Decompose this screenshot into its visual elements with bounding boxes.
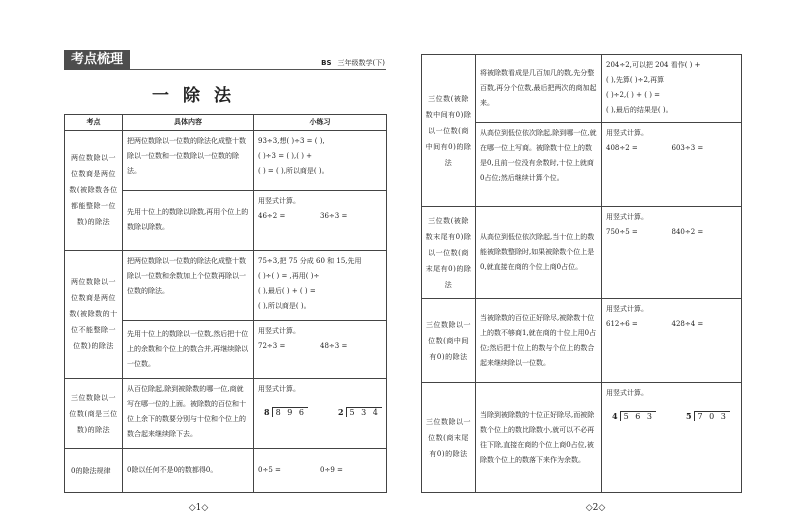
practice-head: 用竖式计算。 — [606, 213, 648, 221]
practice-line: ( ),先算( )÷2,再算 — [606, 76, 665, 84]
calc-row — [258, 339, 382, 354]
calc-item: 428÷4 = — [671, 320, 704, 328]
practice-head: 用竖式计算。 — [258, 384, 300, 393]
calc-item: 0÷9 = — [320, 466, 343, 475]
header-content: 具体内容 — [123, 115, 254, 131]
content-cell: 把两位数除以一位数的除法化成整十数除以一位数和一位数除以一位数的除法。 — [123, 130, 254, 190]
calc-item: 408÷2 = — [606, 144, 638, 152]
content-cell: 从高位到低位依次除起,当十位上的数能被除数整除时,如果被除数个位上是0,就直接在商的个位上商0占位。 — [476, 207, 602, 299]
practice-line: ( ),所以商是( )。 — [258, 302, 311, 310]
long-division — [612, 409, 656, 424]
header-topic: 考点 — [65, 115, 123, 131]
series-label — [321, 58, 385, 68]
practice-cell — [602, 207, 742, 299]
practice-line: 204÷2,可以把 204 看作( ) + — [606, 61, 701, 69]
practice-cell — [254, 190, 387, 250]
calc-row — [258, 463, 382, 478]
calc-row — [606, 317, 737, 332]
content-cell: 当除到被除数的十位正好除尽,而被除数个位上的数比除数小,就可以不必再往下除,直接在商的个位上商0占位,被除数个位上的数落下来作为余数。 — [476, 383, 602, 493]
calc-item: 36÷3 = — [320, 211, 348, 220]
practice-line: 93÷3,想( )÷3 = ( ), — [258, 136, 325, 145]
divisor: 4 — [612, 411, 620, 421]
series-code: BS — [321, 59, 332, 67]
practice-cell — [602, 55, 742, 123]
table-row — [422, 207, 742, 299]
content-cell: 把两位数除以一位数的除法化成整十数除以一位数和余数加上个位数再除以一位数的除法。 — [123, 251, 254, 321]
practice-line: ( ) = ( ),所以商是( )。 — [258, 166, 329, 175]
table-header-row — [65, 115, 387, 131]
topic-cell: 三位数除以一位数(商是三位数)的除法 — [65, 378, 123, 449]
calc-item: 46÷2 = — [258, 211, 286, 220]
series-name: 三年级数学(下) — [337, 59, 385, 67]
content-cell: 当被除数的百位正好除尽,被除数十位上的数不够商1,就在商的十位上用0占位;然后把十位上的数与个位上的数合起来继续除以一位数。 — [476, 299, 602, 383]
practice-line: ( ),最后的结果是( )。 — [606, 106, 673, 114]
page-number: ◇1◇ — [188, 503, 209, 513]
topic-cell: 三位数(被除数末尾有0)除以一位数(商末尾有0)的除法 — [422, 207, 476, 299]
topic-cell: 两位数除以一位数商是两位数(被除数各位都能整除一位数)的除法 — [65, 130, 123, 250]
practice-head: 用竖式计算。 — [258, 326, 300, 335]
table-row — [65, 378, 387, 449]
calc-item: 750÷5 = — [606, 228, 638, 236]
calc-item: 48÷3 = — [320, 341, 348, 350]
practice-line: ( )÷( ) = ,再用( )÷ — [258, 272, 320, 280]
practice-cell — [254, 449, 387, 493]
table-row — [422, 55, 742, 123]
table-row — [65, 130, 387, 190]
long-division — [338, 405, 382, 420]
calc-item: 0÷5 = — [258, 466, 281, 475]
practice-head: 用竖式计算。 — [606, 389, 648, 397]
calc-item: 603÷3 = — [671, 144, 704, 152]
knowledge-table-2 — [421, 54, 742, 493]
dividend: 8 9 6 — [272, 407, 308, 417]
long-division — [686, 409, 730, 424]
calc-item: 840÷2 = — [671, 228, 704, 236]
practice-cell — [254, 320, 387, 378]
topic-cell: 两位数除以一位数商是两位数(被除数的十位不能整除一位数)的除法 — [65, 251, 123, 379]
dividend: 5 6 3 — [620, 411, 656, 421]
practice-cell — [254, 251, 387, 321]
page-title: 一除法 — [152, 86, 245, 106]
practice-cell — [254, 378, 387, 449]
practice-line: ( )÷2,( ) + ( ) = — [606, 91, 661, 99]
content-cell: 先用十位上的数除以一位数,然后把十位上的余数和个位上的数合并,再继续除以一位数。 — [123, 320, 254, 378]
table-row — [422, 383, 742, 493]
content-cell: 从百位除起,除到被除数的哪一位,商就写在哪一位的上面。被除数的百位和十位上余下的数要分别与十位和个位上的数合起来继续除下去。 — [123, 378, 254, 449]
calc-row — [606, 141, 737, 156]
content-cell: 将被除数看成是几百加几的数,先分整百数,再分个位数,最后把两次的商加起来。 — [476, 55, 602, 123]
calc-row — [258, 209, 382, 224]
knowledge-table-1 — [64, 114, 387, 493]
division-row — [258, 397, 382, 420]
practice-cell — [602, 123, 742, 207]
content-cell: 0除以任何不是0的数都得0。 — [123, 449, 254, 493]
header-practice: 小练习 — [254, 115, 387, 131]
practice-cell — [254, 130, 387, 190]
topic-cell: 0的除法规律 — [65, 449, 123, 493]
practice-cell — [602, 299, 742, 383]
topic-cell: 三位数(被除数中间有0)除以一位数(商中间有0)的除法 — [422, 55, 476, 207]
divisor: 8 — [264, 406, 272, 417]
practice-head: 用竖式计算。 — [258, 196, 300, 205]
table-row — [65, 449, 387, 493]
tag-underline — [130, 69, 386, 70]
long-division — [264, 405, 308, 420]
page-number: ◇2◇ — [585, 503, 606, 513]
practice-cell — [602, 383, 742, 493]
practice-head: 用竖式计算。 — [606, 129, 648, 137]
divisor: 5 — [685, 411, 694, 421]
content-cell: 先用十位上的数除以除数,再用个位上的数除以除数。 — [123, 190, 254, 250]
calc-item: 72÷3 = — [258, 341, 286, 350]
dividend: 7 0 3 — [694, 411, 730, 421]
content-cell: 从高位到低位依次除起,除到哪一位,就在哪一位上写商。被除数十位上的数是0,且前一位没有余数时,十位上就商0占位;然后继续计算个位。 — [476, 123, 602, 207]
division-row — [606, 401, 737, 424]
calc-item: 612÷6 = — [606, 320, 638, 328]
divisor: 2 — [337, 406, 346, 417]
practice-line: ( ),最后( ) + ( ) = — [258, 287, 316, 295]
table-row — [65, 251, 387, 321]
calc-row — [606, 225, 737, 240]
topic-cell: 三位数除以一位数(商末尾有0)的除法 — [422, 383, 476, 493]
topic-cell: 三位数除以一位数(商中间有0)的除法 — [422, 299, 476, 383]
practice-line: 75÷3,把 75 分成 60 和 15,先用 — [258, 257, 362, 265]
practice-head: 用竖式计算。 — [606, 305, 648, 313]
section-tag: 考点梳理 — [64, 50, 130, 70]
table-row — [422, 299, 742, 383]
dividend: 5 3 4 — [346, 407, 382, 417]
practice-line: ( )÷3 = ( ),( ) + — [258, 151, 313, 160]
page-2 — [397, 0, 794, 519]
